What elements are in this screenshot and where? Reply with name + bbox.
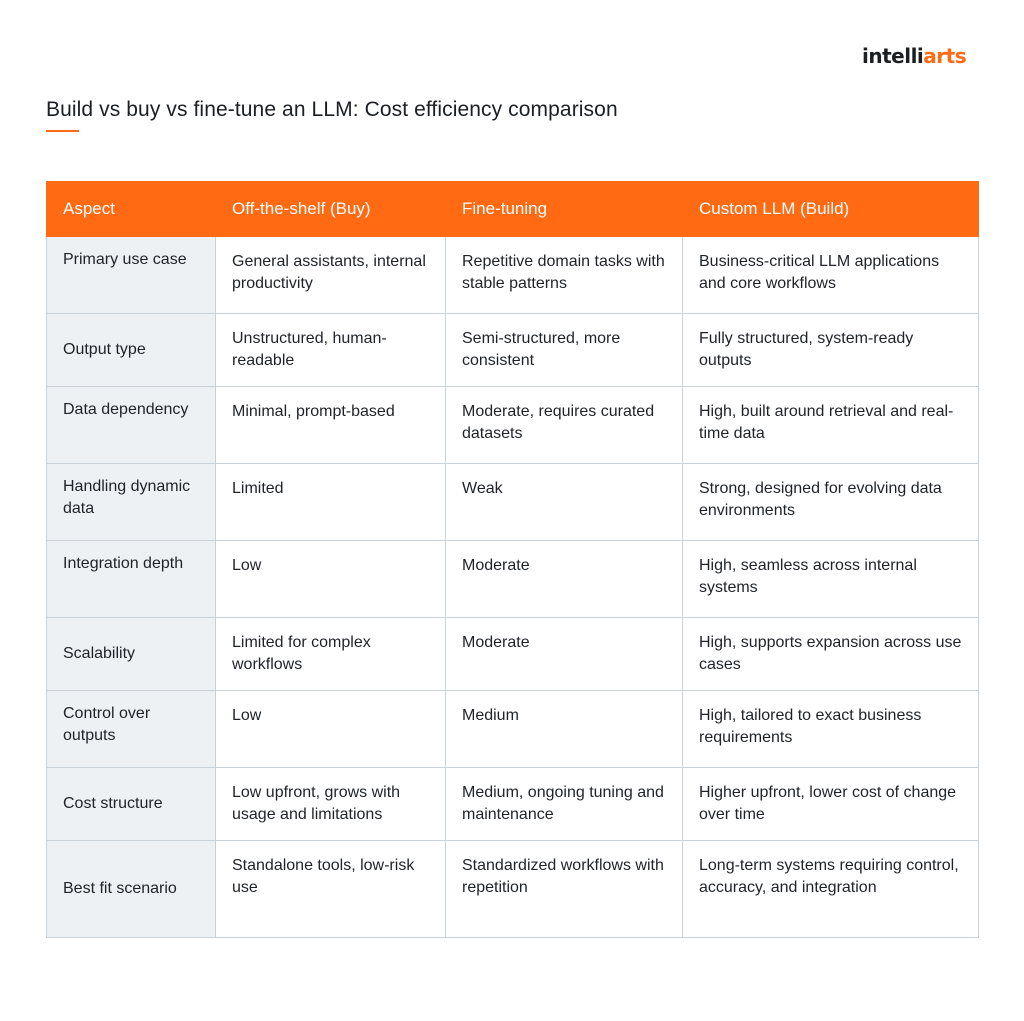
buy-cell: Unstructured, human-readable [216, 314, 446, 387]
build-cell: High, supports expansion across use cases [683, 618, 979, 691]
header-finetune: Fine-tuning [446, 182, 683, 237]
finetune-cell: Moderate [446, 618, 683, 691]
table-row [47, 387, 979, 464]
title-underline [46, 130, 79, 132]
header-aspect: Aspect [47, 182, 216, 237]
table-row [47, 691, 979, 768]
aspect-cell: Output type [47, 314, 216, 387]
buy-cell: Standalone tools, low-risk use [216, 841, 446, 938]
logo-text-accent: arts [923, 44, 967, 68]
finetune-cell: Moderate, requires curated datasets [446, 387, 683, 464]
buy-cell: Low [216, 541, 446, 618]
aspect-cell: Data dependency [47, 387, 216, 464]
aspect-cell: Handling dynamic data [47, 464, 216, 541]
aspect-cell: Cost structure [47, 768, 216, 841]
header-build: Custom LLM (Build) [683, 182, 979, 237]
table-row [47, 618, 979, 691]
build-cell: Long-term systems requiring control, accuracy, and integration [683, 841, 979, 938]
finetune-cell: Medium [446, 691, 683, 768]
aspect-cell: Best fit scenario [47, 841, 216, 938]
aspect-cell: Control over outputs [47, 691, 216, 768]
buy-cell: Low upfront, grows with usage and limitations [216, 768, 446, 841]
aspect-cell: Scalability [47, 618, 216, 691]
buy-cell: Limited [216, 464, 446, 541]
finetune-cell: Moderate [446, 541, 683, 618]
table-row [47, 841, 979, 938]
finetune-cell: Standardized workflows with repetition [446, 841, 683, 938]
buy-cell: Minimal, prompt-based [216, 387, 446, 464]
build-cell: Fully structured, system-ready outputs [683, 314, 979, 387]
comparison-table [46, 181, 979, 938]
table-row [47, 464, 979, 541]
table-row [47, 541, 979, 618]
aspect-cell: Integration depth [47, 541, 216, 618]
table-row [47, 314, 979, 387]
logo-text-prefix: intelli [862, 44, 924, 68]
finetune-cell: Semi-structured, more consistent [446, 314, 683, 387]
header-buy: Off-the-shelf (Buy) [216, 182, 446, 237]
build-cell: High, tailored to exact business requirements [683, 691, 979, 768]
buy-cell: General assistants, internal productivity [216, 237, 446, 314]
build-cell: High, seamless across internal systems [683, 541, 979, 618]
build-cell: Strong, designed for evolving data environments [683, 464, 979, 541]
build-cell: High, built around retrieval and real-time data [683, 387, 979, 464]
table-header-row [47, 182, 979, 237]
buy-cell: Limited for complex workflows [216, 618, 446, 691]
intelliarts-logo [862, 44, 966, 68]
buy-cell: Low [216, 691, 446, 768]
finetune-cell: Repetitive domain tasks with stable patterns [446, 237, 683, 314]
table-row [47, 768, 979, 841]
aspect-cell: Primary use case [47, 237, 216, 314]
finetune-cell: Weak [446, 464, 683, 541]
finetune-cell: Medium, ongoing tuning and maintenance [446, 768, 683, 841]
build-cell: Higher upfront, lower cost of change over time [683, 768, 979, 841]
page-title: Build vs buy vs fine-tune an LLM: Cost efficiency comparison [46, 98, 618, 121]
build-cell: Business-critical LLM applications and core workflows [683, 237, 979, 314]
table-row [47, 237, 979, 314]
